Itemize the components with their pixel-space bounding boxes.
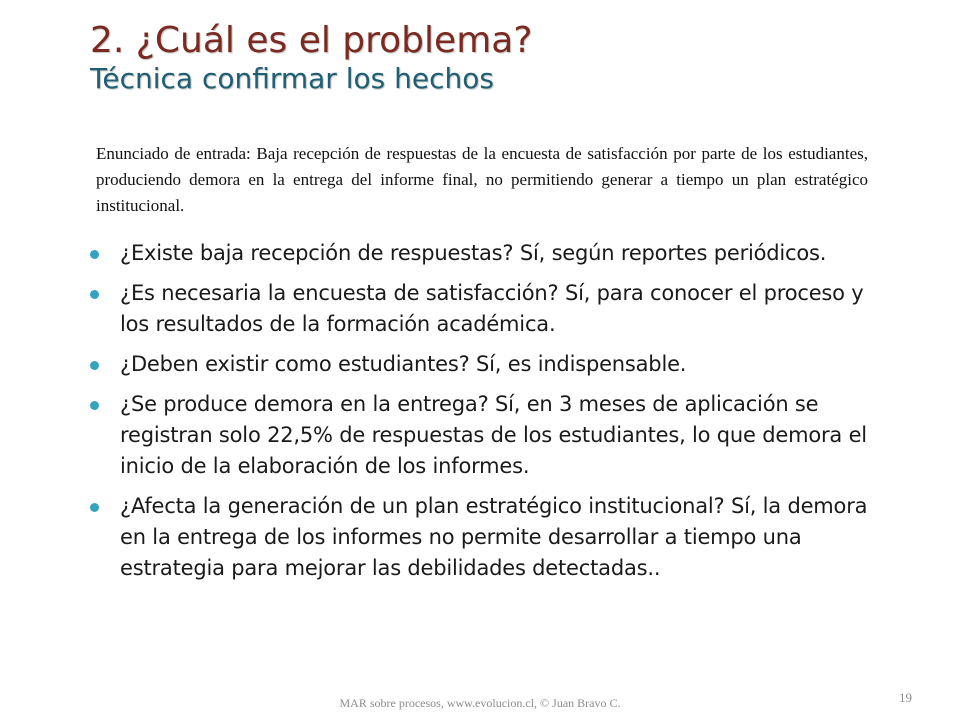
bullet-dot-icon xyxy=(90,290,99,299)
bullet-text: ¿Afecta la generación de un plan estratégico institucional? Sí, la demora en la entrega de los informes no permite desarrollar a tiempo una estrategia para mejorar las debilidades detectadas.. xyxy=(120,494,868,580)
bullet-item xyxy=(88,491,888,584)
slide-title: 2. ¿Cuál es el problema? xyxy=(90,20,533,61)
slide-footer: MAR sobre procesos, www.evolucion.cl, © Juan Bravo C. xyxy=(339,696,621,710)
bullet-item xyxy=(88,278,888,340)
bullet-dot-icon xyxy=(90,503,99,512)
input-statement: Enunciado de entrada: Baja recepción de respuestas de la encuesta de satisfacción por parte de los estudiantes, produciendo demora en la entrega del informe final, no permitiendo generar a tiempo un plan estratégico institucional. xyxy=(96,144,868,215)
title-block xyxy=(90,20,910,96)
slide-subtitle: Técnica confirmar los hechos xyxy=(90,62,494,95)
bullet-text: ¿Existe baja recepción de respuestas? Sí, según reportes periódicos. xyxy=(120,241,827,265)
bullet-text: ¿Deben existir como estudiantes? Sí, es indispensable. xyxy=(120,352,687,376)
bullet-list xyxy=(88,238,888,593)
bullet-text: ¿Es necesaria la encuesta de satisfacción? Sí, para conocer el proceso y los resultados de la formación académica. xyxy=(120,281,864,336)
bullet-item xyxy=(88,238,888,269)
bullet-dot-icon xyxy=(90,361,99,370)
bullet-item xyxy=(88,389,888,482)
page-number: 19 xyxy=(899,690,912,705)
bullet-text: ¿Se produce demora en la entrega? Sí, en 3 meses de aplicación se registran solo 22,5% de respuestas de los estudiantes, lo que demora el inicio de la elaboración de los informes. xyxy=(120,392,867,478)
bullet-item xyxy=(88,349,888,380)
bullet-dot-icon xyxy=(90,401,99,410)
bullet-dot-icon xyxy=(90,250,99,259)
